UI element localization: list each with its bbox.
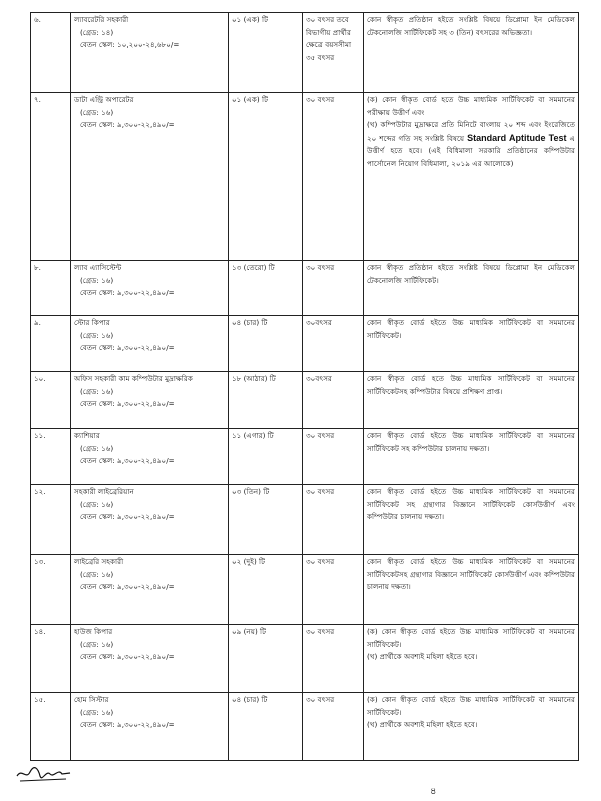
qualification-text: কোন স্বীকৃত বোর্ড হতে উচ্চ মাধ্যমিক সার্টিফিকেট বা সমমানের সার্টিফিকেটসহ কম্পিউটার বিষয়ে প্রশিক্ষণ প্রাপ্ত। xyxy=(367,374,575,396)
age-limit: ৩০ বৎসর xyxy=(303,625,364,693)
qualification-cell xyxy=(364,372,579,429)
qualification-text: কোন স্বীকৃত প্রতিষ্ঠান হইতে সংশ্লিষ্ট বিষয়ে ডিপ্লোমা ইন মেডিকেল টেকনোলজি সার্টিফিকেট সহ ৩ (তিন) বৎসরের অভিজ্ঞতা। xyxy=(367,15,575,37)
qualification-text: (ক) কোন স্বীকৃত বোর্ড হইতে উচ্চ মাধ্যমিক সার্টিফিকেট বা সমমানের সার্টিফিকেট। xyxy=(367,627,575,649)
post-count: ০৯ (নয়) টি xyxy=(229,625,303,693)
post-grade: (গ্রেড: ১৬) xyxy=(80,443,114,453)
age-limit: ৩০বৎসর xyxy=(303,316,364,372)
post-count: ০১ (এক) টি xyxy=(229,13,303,93)
table-row xyxy=(31,485,579,555)
pay-scale: বেতন স্কেল: ৯,৩০০-২২,৪৯০/= xyxy=(80,343,175,353)
qualification-cell xyxy=(364,485,579,555)
table-row xyxy=(31,261,579,316)
qualification-cell xyxy=(364,13,579,93)
age-limit: ৩০ বৎসর xyxy=(303,429,364,485)
post-cell xyxy=(71,372,229,429)
age-limit: ৩০ বৎসর xyxy=(303,93,364,261)
pay-scale: বেতন স্কেল: ৯,৩০০-২২,৪৯০/= xyxy=(80,120,175,130)
qualification-text: (ক) কোন স্বীকৃত বোর্ড হতে উচ্চ মাধ্যমিক সার্টিফিকেট বা সমমানের পরীক্ষায় উত্তীর্ণ এবং xyxy=(367,95,575,117)
post-count: ১৮ (আঠার) টি xyxy=(229,372,303,429)
post-grade: (গ্রেড: ১৬) xyxy=(80,499,114,509)
post-cell xyxy=(71,261,229,316)
post-count: ০৪ (চার) টি xyxy=(229,316,303,372)
post-cell xyxy=(71,693,229,761)
pay-scale: বেতন স্কেল: ৯,৩০০-২২,৪৯০/= xyxy=(80,288,175,298)
qualification-cell xyxy=(364,555,579,625)
qualification-text: কোন স্বীকৃত বোর্ড হইতে উচ্চ মাধ্যমিক সার্টিফিকেট বা সমমানের সার্টিফিকেট সহ কম্পিউটার চালনায় দক্ষতা। xyxy=(367,431,575,453)
post-name: হোম সিস্টার xyxy=(74,695,109,704)
qualification-text: কোন স্বীকৃত বোর্ড হইতে উচ্চ মাধ্যমিক সার্টিফিকেট বা সমমানের সার্টিফিকেটসহ গ্রন্থাগার বিজ্ঞানে সার্টিফিকেট কোর্সউত্তীর্ণ এবং কম্পিউটার চালনায় দক্ষতা। xyxy=(367,557,575,592)
post-cell xyxy=(71,485,229,555)
table-row xyxy=(31,693,579,761)
post-cell xyxy=(71,93,229,261)
serial-number: ৭. xyxy=(31,93,71,261)
serial-number: ১৪. xyxy=(31,625,71,693)
post-grade: (গ্রেড: ১৬) xyxy=(80,275,114,285)
table-row xyxy=(31,13,579,93)
post-count: ০৪ (চার) টি xyxy=(229,693,303,761)
table-row xyxy=(31,555,579,625)
age-limit: ৩০ বৎসর xyxy=(303,693,364,761)
post-cell xyxy=(71,429,229,485)
recruitment-table xyxy=(30,12,579,761)
qualification-text: (খ) কম্পিউটার মুদ্রাক্ষরে প্রতি মিনিটে বাংলায় ২০ শব্দ এবং ইংরেজিতে ২০ শব্দের গতি সহ সংশ্লিষ্ট বিষয়ে Standard Aptitude Test এ উত্তীর্ণ হতে হবে। (এই বিধিমালা সরকারি প্রতিষ্ঠানের কম্পিউটার পার্সোনেল নিয়োগ বিধিমালা, ২০১৯ এর আলোকে) xyxy=(367,120,575,168)
post-name: ক্যাশিয়ার xyxy=(74,431,100,440)
post-count: ০১ (এক) টি xyxy=(229,93,303,261)
qualification-cell xyxy=(364,316,579,372)
pay-scale: বেতন স্কেল: ৯,৩০০-২২,৪৯০/= xyxy=(80,720,175,730)
qualification-text: (খ) প্রার্থীকে অবশ্যই মহিলা হইতে হবে। xyxy=(367,720,478,730)
serial-number: ৬. xyxy=(31,13,71,93)
pay-scale: বেতন স্কেল: ৯,৩০০-২২,৪৯০/= xyxy=(80,399,175,409)
qualification-text: (খ) প্রার্থীকে অবশ্যই মহিলা হইতে হবে। xyxy=(367,652,478,662)
qualification-cell xyxy=(364,429,579,485)
qualification-text: (ক) কোন স্বীকৃত বোর্ড হইতে উচ্চ মাধ্যমিক সার্টিফিকেট বা সমমানের সার্টিফিকেট। xyxy=(367,695,575,717)
table-row xyxy=(31,316,579,372)
post-grade: (গ্রেড: ১৬) xyxy=(80,386,114,396)
post-grade: (গ্রেড: ১৬) xyxy=(80,330,114,340)
table-row xyxy=(31,93,579,261)
post-cell xyxy=(71,625,229,693)
post-name: সহকারী লাইব্রেরিয়ান xyxy=(74,487,134,496)
table-row xyxy=(31,625,579,693)
qualification-cell xyxy=(364,693,579,761)
post-count: ১১ (এগার) টি xyxy=(229,429,303,485)
post-grade: (গ্রেড: ১৬) xyxy=(80,107,114,117)
post-name: হাউজ কিপার xyxy=(74,627,113,636)
serial-number: ১০. xyxy=(31,372,71,429)
serial-number: ১২. xyxy=(31,485,71,555)
serial-number: ১১. xyxy=(31,429,71,485)
table-row xyxy=(31,429,579,485)
age-limit: ৩০ বৎসর xyxy=(303,555,364,625)
post-cell xyxy=(71,316,229,372)
age-limit: ৩০ বৎসর xyxy=(303,261,364,316)
post-name: ল্যাব এ্যাসিস্টেন্ট xyxy=(74,263,122,272)
post-count: ১৩ (তেরো) টি xyxy=(229,261,303,316)
post-name: ল্যাবরেটরি সহকারী xyxy=(74,15,129,24)
age-limit: ৩০ বৎসর তবে বিভাগীয় প্রার্থীর ক্ষেত্রে বয়সসীমা ৩৫ বৎসর xyxy=(303,13,364,93)
post-name: ডাটা এন্ট্রি অপারেটর xyxy=(74,95,134,104)
serial-number: ৯. xyxy=(31,316,71,372)
post-name: স্টোর কিপার xyxy=(74,318,110,327)
page-number: ৪ xyxy=(430,786,437,797)
qualification-cell xyxy=(364,93,579,261)
pay-scale: বেতন স্কেল: ৯,৩০০-২২,৪৯০/= xyxy=(80,582,175,592)
qualification-cell xyxy=(364,261,579,316)
serial-number: ১৩. xyxy=(31,555,71,625)
pay-scale: বেতন স্কেল: ৯,৩০০-২২,৪৯০/= xyxy=(80,512,175,522)
post-cell xyxy=(71,13,229,93)
qualification-text: কোন স্বীকৃত বোর্ড হইতে উচ্চ মাধ্যমিক সার্টিফিকেট বা সমমানের সার্টিফিকেট। xyxy=(367,318,575,340)
age-limit: ৩০বৎসর xyxy=(303,372,364,429)
serial-number: ১৫. xyxy=(31,693,71,761)
age-limit: ৩০ বৎসর xyxy=(303,485,364,555)
pay-scale: বেতন স্কেল: ৯,৩০০-২২,৪৯০/= xyxy=(80,456,175,466)
pay-scale: বেতন স্কেল: ১০,২০০-২৪,৬৮০/= xyxy=(80,40,180,50)
post-grade: (গ্রেড: ১৬) xyxy=(80,639,114,649)
qualification-text: কোন স্বীকৃত প্রতিষ্ঠান হইতে সংশ্লিষ্ট বিষয়ে ডিপ্লোমা ইন মেডিকেল টেকনোলজি সার্টিফিকেট। xyxy=(367,263,575,285)
signature-image xyxy=(14,762,74,786)
pay-scale: বেতন স্কেল: ৯,৩০০-২২,৪৯০/= xyxy=(80,652,175,662)
table-row xyxy=(31,372,579,429)
post-grade: (গ্রেড: ১৪) xyxy=(80,27,114,37)
post-grade: (গ্রেড: ১৬) xyxy=(80,707,114,717)
qualification-text: কোন স্বীকৃত বোর্ড হইতে উচ্চ মাধ্যমিক সার্টিফিকেট বা সমমানের সার্টিফিকেট সহ গ্রন্থাগার বিজ্ঞানে সার্টিফিকেট কোর্সউত্তীর্ণ এবং কম্পিউটার চালনায় দক্ষতা। xyxy=(367,487,575,522)
serial-number: ৮. xyxy=(31,261,71,316)
post-cell xyxy=(71,555,229,625)
post-name: অফিস সহকারী কাম কম্পিউটার মুদ্রাক্ষরিক xyxy=(74,374,193,383)
qualification-cell xyxy=(364,625,579,693)
post-name: লাইব্রেরি সহকারী xyxy=(74,557,124,566)
aptitude-test-label: Standard Aptitude Test xyxy=(467,132,567,143)
post-count: ০২ (দুই) টি xyxy=(229,555,303,625)
post-grade: (গ্রেড: ১৬) xyxy=(80,569,114,579)
post-count: ০৩ (তিন) টি xyxy=(229,485,303,555)
